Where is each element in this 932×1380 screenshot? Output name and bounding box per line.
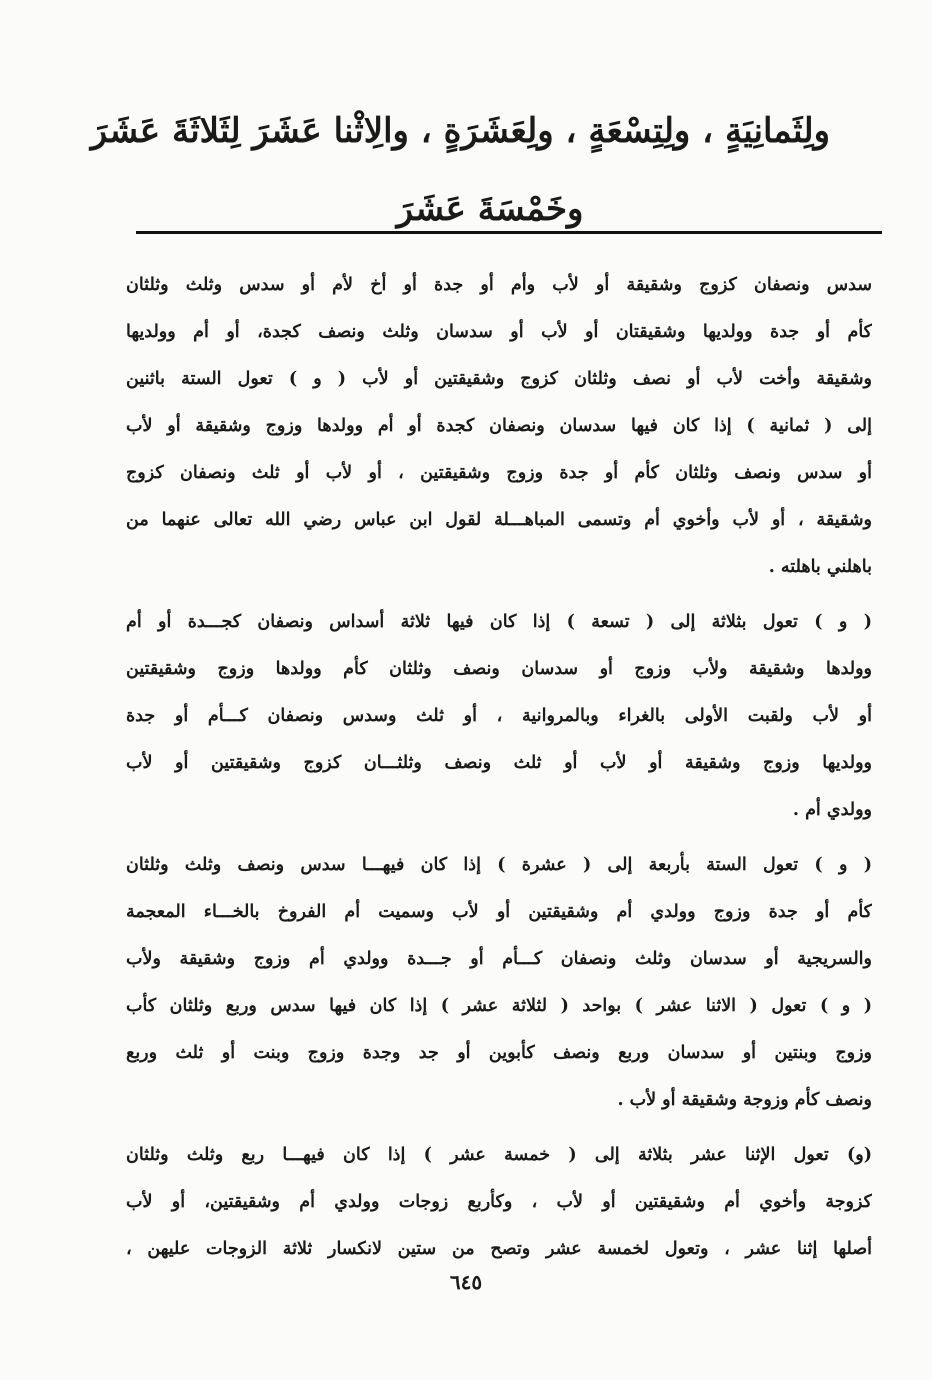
text-line: والسريجية أو سدسان وثلث ونصفان كـــأم أو جـــدة وولدي أم وزوج وشقيقة ولأب xyxy=(126,949,872,969)
text-line: إلى ( ثمانية ) إذا كان فيها سدسان ونصفان كجدة أو أم وولدها وزوج وشقيقة أو لأب xyxy=(126,416,872,436)
paragraph-3 xyxy=(126,842,872,1124)
text-line: ( و ) تعول ( الاثنا عشر ) بواحد ( لثلاثة عشر ) إذا كان فيها سدس وربع وثلثان كأب xyxy=(126,996,872,1016)
paragraph-gap xyxy=(126,591,872,599)
paragraph-gap xyxy=(126,834,872,842)
text-line: ونصف كأم وزوجة وشقيقة أو لأب . xyxy=(617,1090,872,1110)
text-line: (و) تعول الإثنا عشر بثلاثة إلى ( خمسة عشر ) إذا كان فيهـــا ربع وثلث وثلثان xyxy=(126,1145,872,1165)
text-line: وولدي أم . xyxy=(792,800,872,820)
text-line: كزوجة وأخوي أم وشقيقتين أو لأب ، وكأربع زوجات وولدي أم وشقيقتين، أو لأب xyxy=(126,1192,872,1212)
section-heading xyxy=(90,92,830,248)
paragraph-1 xyxy=(126,262,872,591)
heading-line-1: ولِثَمانِيَةٍ ، ولِتِسْعَةٍ ، ولِعَشَرَةٍ ، والِاثْنا عَشَرَ لِثَلاثَةَ عَشَرَ xyxy=(90,111,830,151)
text-line: أو لأب ولقبت الأولى بالغراء وبالمروانية ، أو ثلث وسدس ونصفان كـــأم أو جدة xyxy=(126,706,872,726)
text-line: وزوج وبنتين أو سدسان وربع ونصف كأبوين أو جد وجدة وزوج وبنت أو ثلث وربع xyxy=(126,1043,872,1063)
paragraph-gap xyxy=(126,1124,872,1132)
text-line: وولديها وزوج وشقيقة أو لأب أو ثلث ونصف وثلثـــان كزوج وشقيقتين أو لأب xyxy=(126,753,872,773)
body-text xyxy=(126,262,872,1273)
text-line: وولدها وشقيقة ولأب وزوج أو سدسان ونصف وثلثان كأم وولدها وزوج وشقيقتين xyxy=(126,659,872,679)
heading-line-2: وخَمْسَةَ عَشَرَ xyxy=(396,189,584,229)
text-line: أصلها إثنا عشر ، وتعول لخمسة عشر وتصح من ستين لانكسار ثلاثة الزوجات عليهن ، xyxy=(126,1239,872,1259)
text-line: سدس ونصفان كزوج وشقيقة أو لأب وأم أو جدة أو أخ لأم أو سدس وثلث وثلثان xyxy=(126,275,872,295)
text-line: كأم أو جدة وولديها وشقيقتان أو لأب أو سدسان وثلث ونصف كجدة، أو أم وولديها xyxy=(126,322,872,342)
text-line: وشقيقة ، أو لأب وأخوي أم وتسمى المباهـــلة لقول ابن عباس رضي الله تعالى عنهما من xyxy=(126,510,872,530)
heading-divider xyxy=(136,231,882,234)
text-line: ( و ) تعول الستة بأربعة إلى ( عشرة ) إذا كان فيهـــا سدس ونصف وثلث وثلثان xyxy=(126,855,872,875)
paragraph-2 xyxy=(126,599,872,834)
page-number: ٦٤٥ xyxy=(449,1270,483,1294)
text-line: كأم أو جدة وزوج وولدي أم وشقيقتين أو لأب وسميت أم الفروخ بالخـــاء المعجمة xyxy=(126,902,872,922)
text-line: باهلني باهلته . xyxy=(768,557,872,577)
paragraph-4 xyxy=(126,1132,872,1273)
text-line: أو سدس ونصف وثلثان كأم أو جدة وزوج وشقيقتين ، أو لأب أو ثلث ونصفان كزوج xyxy=(126,463,872,483)
text-line: وشقيقة وأخت لأب أو نصف وثلثان كزوج وشقيقتين أو لأب ( و ) تعول الستة باثنين xyxy=(126,369,872,389)
text-line: ( و ) تعول بثلاثة إلى ( تسعة ) إذا كان فيها ثلاثة أسداس ونصفان كجـــدة أو أم xyxy=(126,612,872,632)
